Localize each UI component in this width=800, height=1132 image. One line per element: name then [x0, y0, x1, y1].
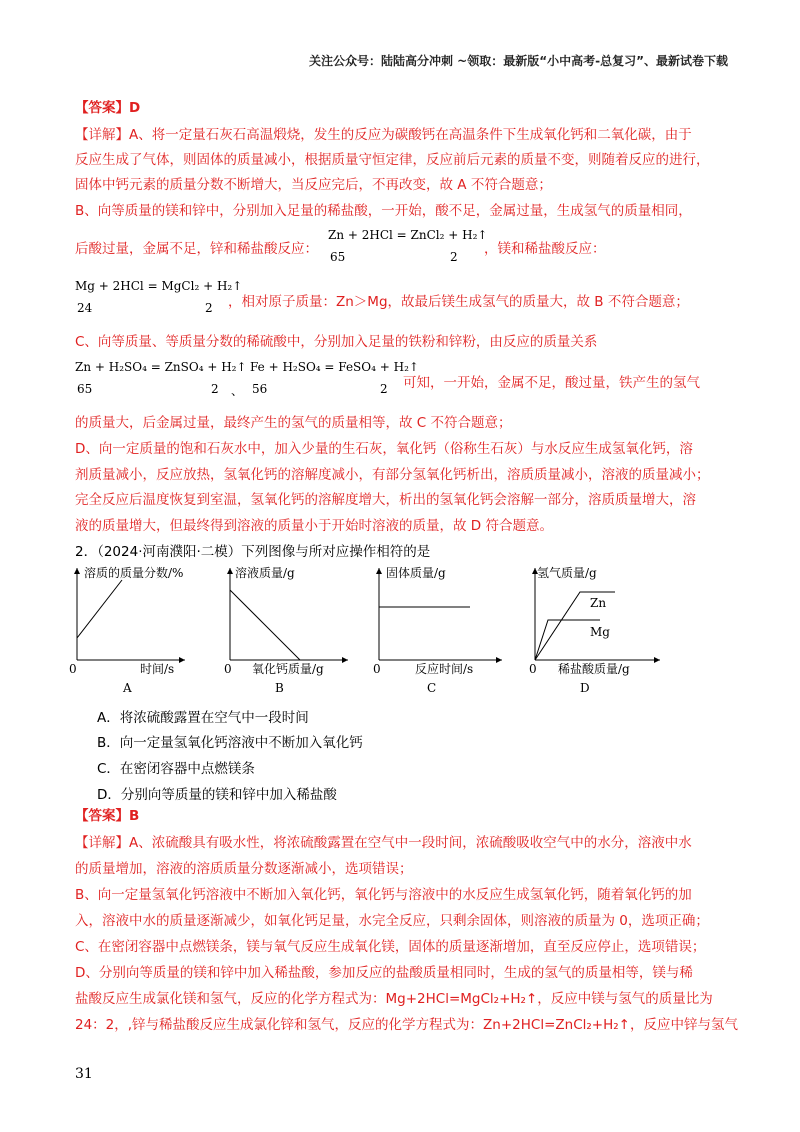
graph-c: [373, 565, 502, 695]
option-b: B．向一定量氢氧化钙溶液中不断加入氧化钙: [97, 735, 363, 751]
answer-q1: 【答案】D: [75, 100, 141, 116]
detail-text: B、向等质量的镁和锌中，分别加入足量的稀盐酸，一开始，酸不足，金属过量，生成氢气的质量相同，: [75, 203, 692, 219]
graph-d-letter: D: [580, 681, 590, 695]
equation-zn-hcl: Zn + 2HCl = ZnCl₂ + H₂↑ 65 2: [328, 228, 488, 264]
graph-c-ylabel: 固体质量/g: [386, 566, 446, 580]
graph-a: [69, 565, 185, 695]
equation-separator: 、: [231, 384, 244, 398]
graph-b-origin: 0: [224, 662, 232, 676]
graph-b-letter: B: [275, 681, 284, 695]
option-a: A．将浓硫酸露置在空气中一段时间: [97, 710, 309, 726]
graph-b: [224, 565, 348, 695]
graph-c-origin: 0: [373, 662, 381, 676]
graph-d: [529, 565, 660, 695]
detail-text: 反应生成了气体，则固体的质量减小，根据质量守恒定律，反应前后元素的质量不变，则随着反应的进行，: [75, 152, 710, 168]
detail-text: D、向一定质量的饱和石灰水中，加入少量的生石灰，氧化钙（俗称生石灰）与水反应生成氢氧化钙，溶: [75, 441, 693, 457]
graph-b-xlabel: 氧化钙质量/g: [252, 662, 324, 676]
detail-text: ，镁和稀盐酸反应：: [484, 241, 606, 257]
page-header: 关注公众号：陆陆高分冲刺 ~领取：最新版“小中高考-总复习”、最新试卷下载: [309, 54, 728, 68]
option-c: C．在密闭容器中点燃镁条: [97, 761, 255, 777]
detail-text: D、分别向等质量的镁和锌中加入稀盐酸，参加反应的盐酸质量相同时，生成的氢气的质量相等，镁与稀: [75, 965, 693, 981]
detail-text: 后酸过量，金属不足，锌和稀盐酸反应：: [75, 241, 318, 257]
equation-zn-h2so4: Zn + H₂SO₄ = ZnSO₄ + H₂↑ 65 2: [75, 360, 247, 396]
equation-mg-hcl: Mg + 2HCl = MgCl₂ + H₂↑ 24 2: [75, 279, 243, 315]
graph-b-line: [230, 590, 300, 660]
graph-b-ylabel: 溶液质量/g: [235, 566, 295, 580]
detail-text: ，相对原子质量：Zn＞Mg，故最后镁生成氢气的质量大，故 B 不符合题意；: [228, 294, 689, 310]
detail-text: 的质量大，后金属过量，最终产生的氢气的质量相等，故 C 不符合题意；: [75, 415, 512, 431]
detail-text: C、在密闭容器中点燃镁条，镁与氧气反应生成氧化镁，固体的质量逐渐增加，直至反应停止，选项错误；: [75, 939, 706, 955]
detail-text: 24：2，,锌与稀盐酸反应生成氯化锌和氢气，反应的化学方程式为：Zn+2HCl=ZnCl₂+H₂↑，反应中锌与氢气: [75, 1017, 738, 1033]
graph-d-mg-label: Mg: [590, 625, 610, 639]
graph-a-origin: 0: [69, 662, 77, 676]
graph-c-xlabel: 反应时间/s: [415, 662, 474, 676]
graphs-svg: [70, 560, 750, 700]
graph-a-xlabel: 时间/s: [140, 662, 175, 676]
equation-fe-h2so4: Fe + H₂SO₄ = FeSO₄ + H₂↑ 56 2: [250, 360, 419, 396]
graph-a-ylabel: 溶质的质量分数/%: [84, 566, 184, 580]
detail-text: 固体中钙元素的质量分数不断增大，当反应完后，不再改变，故 A 不符合题意；: [75, 177, 552, 193]
detail-text: 可知，一开始，金属不足，酸过量，铁产生的氢气: [403, 375, 700, 391]
detail-text: 【详解】A、浓硫酸具有吸水性，将浓硫酸露置在空气中一段时间，浓硫酸吸收空气中的水分，溶液中水: [75, 835, 692, 851]
detail-text: C、向等质量、等质量分数的稀硫酸中，分别加入足量的铁粉和锌粉，由反应的质量关系: [75, 334, 598, 350]
answer-choice-graphs: [70, 560, 750, 700]
detail-text: 盐酸反应生成氯化镁和氢气，反应的化学方程式为：Mg+2HCl=MgCl₂+H₂↑，反应中镁与氢气的质量比为: [75, 991, 713, 1007]
detail-text: 液的质量增大，但最终得到溶液的质量小于开始时溶液的质量，故 D 符合题意。: [75, 518, 553, 534]
option-d: D．分别向等质量的镁和锌中加入稀盐酸: [97, 787, 337, 803]
detail-text: 【详解】A、将一定量石灰石高温煅烧，发生的反应为碳酸钙在高温条件下生成氧化钙和二氧化碳，由于: [75, 127, 692, 143]
page-number: 31: [75, 1066, 93, 1082]
graph-d-ylabel: 氢气质量/g: [537, 566, 597, 580]
graph-c-letter: C: [427, 681, 437, 695]
graph-d-origin: 0: [529, 662, 537, 676]
detail-text: 的质量增加，溶液的溶质质量分数逐渐减小，选项错误；: [75, 861, 413, 877]
graph-d-zn-label: Zn: [590, 596, 607, 610]
detail-text: 完全反应后温度恢复到室温，氢氧化钙的溶解度增大，析出的氢氧化钙会溶解一部分，溶质质量增大，溶: [75, 492, 696, 508]
graph-a-letter: A: [123, 681, 132, 695]
graph-d-xlabel: 稀盐酸质量/g: [558, 662, 630, 676]
detail-text: B、向一定量氢氧化钙溶液中不断加入氧化钙，氧化钙与溶液中的水反应生成氢氧化钙，随着氧化钙的加: [75, 887, 692, 903]
answer-q2: 【答案】B: [75, 808, 140, 824]
detail-text: 剂质量减小，反应放热，氢氧化钙的溶解度减小，有部分氢氧化钙析出，溶质质量减小，溶液的质量减小；: [75, 467, 710, 483]
question-stem: 2．（2024·河南濮阳·二模）下列图像与所对应操作相符的是: [75, 544, 431, 560]
detail-text: 入，溶液中水的质量逐渐减少，如氧化钙足量，水完全反应，只剩余固体，则溶液的质量为 0，选项正确；: [75, 913, 709, 929]
graph-a-line: [77, 580, 122, 638]
